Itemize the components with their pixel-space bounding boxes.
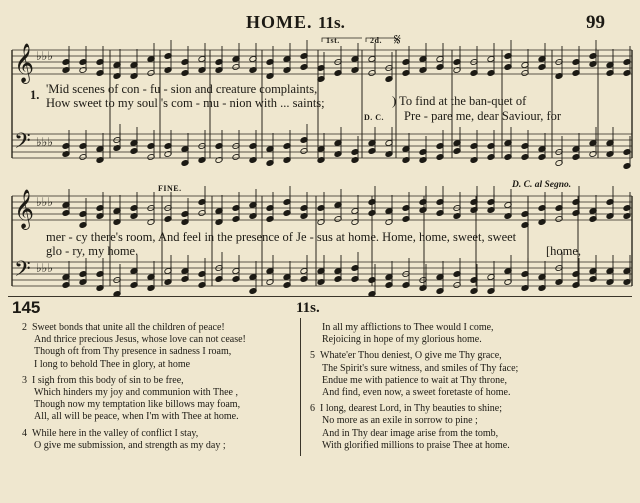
- svg-text:𝄞: 𝄞: [14, 189, 35, 229]
- svg-text:♭♭♭: ♭♭♭: [36, 195, 53, 209]
- lyric-line-1: 'Mid scenes of con - fu - sion and creature complaints,: [46, 82, 318, 96]
- lyric-line-2: How sweet to my soul 's com - mu - nion with ... saints;: [46, 96, 325, 110]
- lyric-line-3: mer - cy there's room, And feel in the presence of Je - sus at home. Home, home, sweet, sweet: [46, 230, 517, 244]
- left-verses: [22, 322, 246, 452]
- dc-al-segno-label: D. C. al Segno.: [512, 180, 572, 190]
- verse-5: 5 Whate'er Thou deniest, O give me Thy grace, The Spirit's sure witness, and smiles of Thy face; Endue me with patience to wait at Thy throne, And find, even now, a sweet foretaste of home.: [310, 350, 519, 399]
- svg-text:𝄞: 𝄞: [14, 43, 35, 83]
- dc-label: D. C.: [364, 113, 385, 122]
- svg-text:♭♭♭: ♭♭♭: [36, 261, 53, 275]
- lyric-line-4-right: [home,: [546, 244, 582, 258]
- dc-lyric-line: Pre - pare me, dear Saviour, for: [404, 109, 562, 123]
- svg-text:♭♭♭: ♭♭♭: [36, 49, 53, 63]
- page-number: 99: [586, 12, 605, 33]
- hymn-meter: 11s.: [296, 300, 320, 316]
- fine-label: FINE.: [158, 184, 182, 193]
- verse-4-continued: In all my afflictions to Thee would I come, Rejoicing in hope of my glorious home.: [322, 322, 494, 346]
- svg-text:𝄢: 𝄢: [14, 257, 31, 287]
- tune-meter: 11s.: [318, 13, 345, 32]
- hymn-number: 145: [12, 298, 41, 317]
- verse-4: 4 While here in the valley of conflict I stay, O give me submission, and strength as my day ;: [22, 427, 226, 451]
- verse-3: 3 I sigh from this body of sin to be free, Which hinders my joy and communion with Thee , Though now my temptation like billows may foam, All, all will be peace, when I'm with Thee at home.: [22, 374, 241, 423]
- column-divider: [300, 318, 301, 456]
- svg-text:𝄢: 𝄢: [14, 129, 31, 159]
- verse-2: 2 Sweet bonds that unite all the children of peace! And thrice precious Jesus, whose love can not cease! Though oft from Thy presence in sadness I roam, I long to behold Thee in glory, at home: [22, 322, 246, 370]
- verse-6: 6 I long, dearest Lord, in Thy beauties to shine; No more as an exile in sorrow to pine ; And in Thy dear image arise from the tomb, With glorified millions to praise Thee at home.: [310, 403, 510, 451]
- segno-sign: 𝄋: [394, 30, 401, 49]
- first-ending-label: 1st.: [326, 36, 340, 45]
- lyric-continuation: ) To find at the ban-quet of: [392, 94, 527, 108]
- page-title: HOME.: [246, 12, 313, 32]
- lyric-line-4: glo - ry, my home.: [46, 244, 139, 258]
- section-divider: [8, 296, 632, 297]
- verse-number: 1.: [30, 88, 40, 102]
- second-ending-label: 2d.: [370, 36, 382, 45]
- svg-text:♭♭♭: ♭♭♭: [36, 135, 53, 149]
- right-verses: [310, 322, 518, 452]
